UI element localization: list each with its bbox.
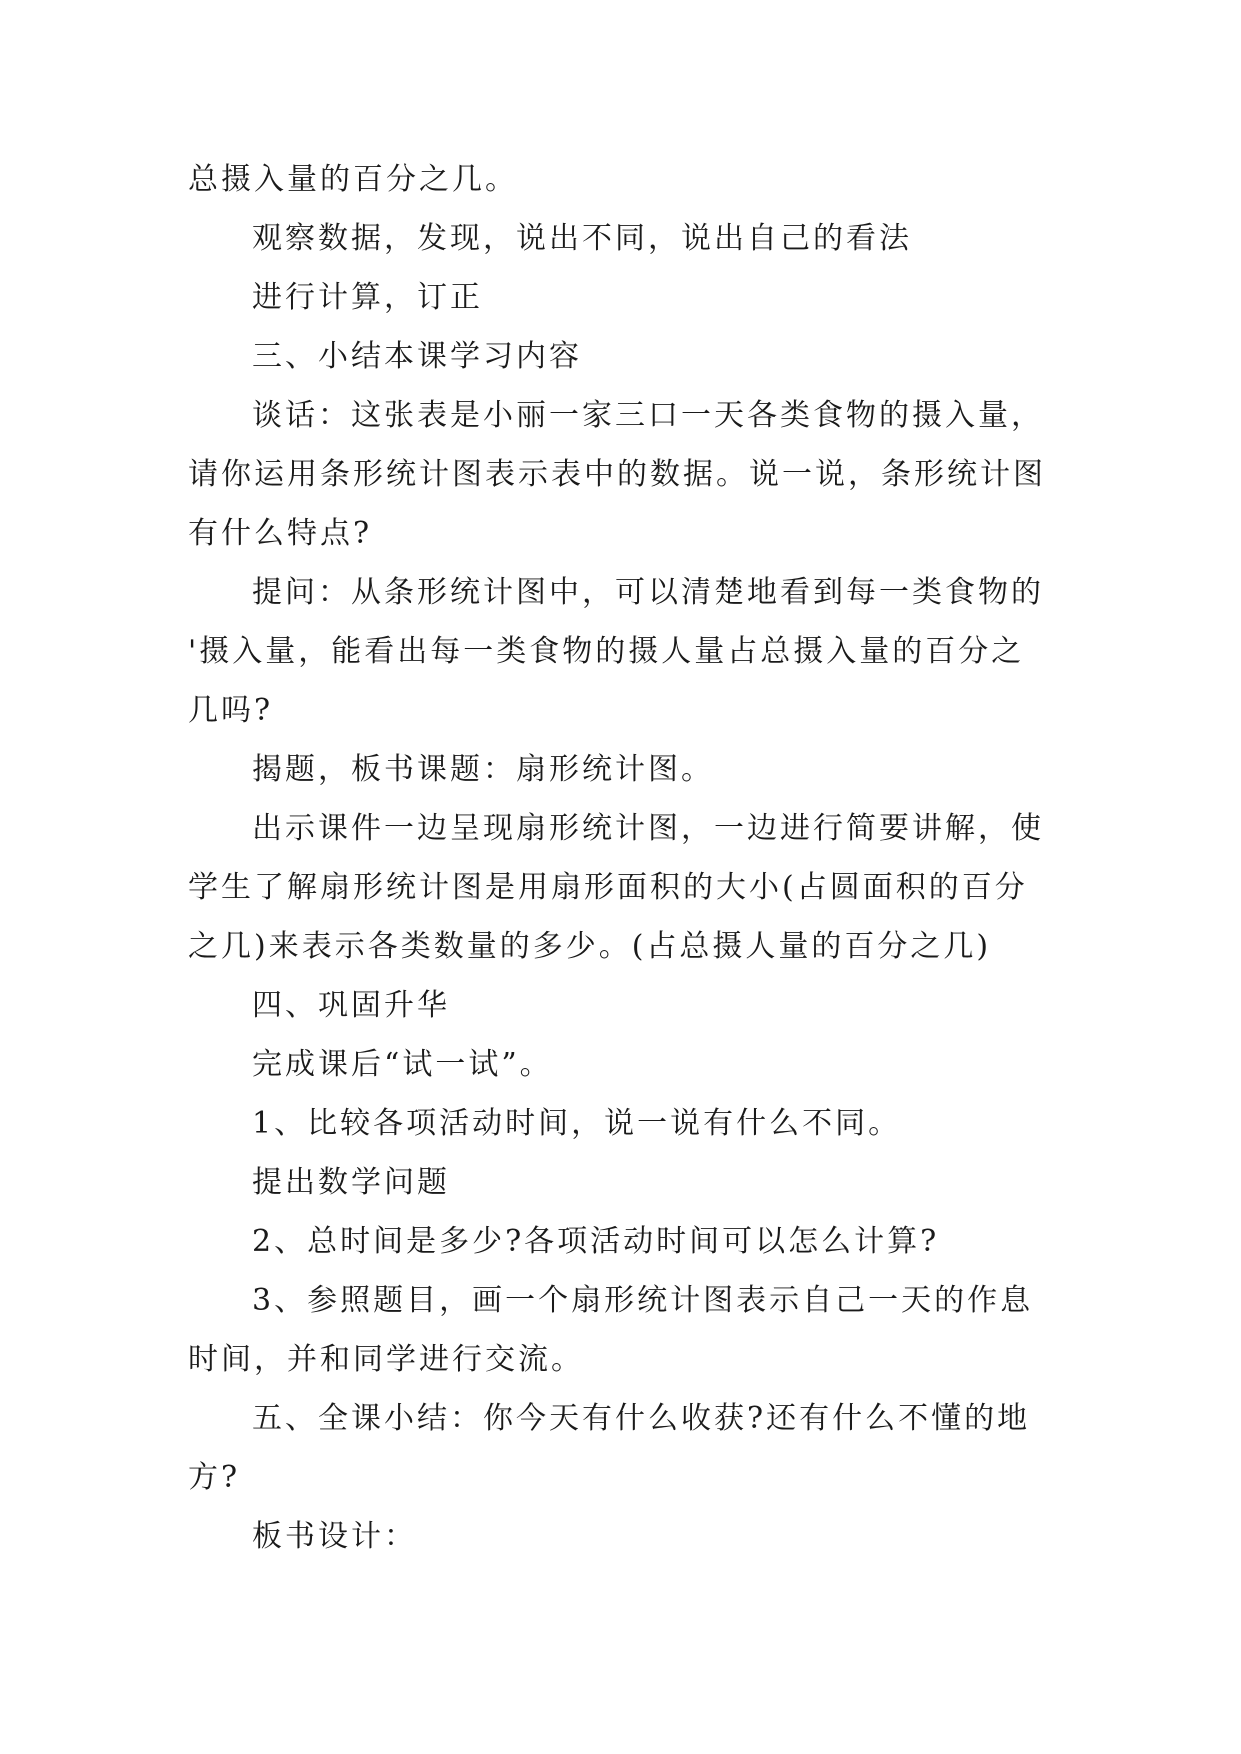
text-line: 提出数学问题 — [252, 1165, 450, 1200]
section-heading: 五、全课小结：你今天有什么收获?还有什么不懂的地 — [252, 1401, 1031, 1436]
text-line: 之几)来表示各类数量的多少。(占总摄人量的百分之几) — [188, 929, 992, 964]
text-line: '摄入量，能看出每一类食物的摄人量占总摄入量的百分之 — [188, 634, 1025, 669]
section-heading: 三、小结本课学习内容 — [252, 339, 582, 374]
text-line: 总摄入量的百分之几。 — [188, 162, 518, 197]
text-line: 揭题，板书课题：扇形统计图。 — [252, 752, 714, 787]
text-line: 方? — [188, 1460, 241, 1495]
text-line: 观察数据，发现，说出不同，说出自己的看法 — [252, 221, 912, 256]
text-line: 出示课件一边呈现扇形统计图，一边进行简要讲解，使 — [252, 811, 1044, 846]
text-line: 几吗? — [188, 693, 274, 728]
text-line: 板书设计： — [252, 1519, 417, 1554]
text-line: 提问：从条形统计图中，可以清楚地看到每一类食物的 — [252, 575, 1044, 610]
text-line: 完成课后“试一试”。 — [252, 1047, 553, 1082]
text-line: 有什么特点? — [188, 516, 373, 551]
list-item: 2、总时间是多少?各项活动时间可以怎么计算? — [252, 1224, 940, 1259]
text-line: 请你运用条形统计图表示表中的数据。说一说，条形统计图 — [188, 457, 1046, 492]
list-item: 1、比较各项活动时间，说一说有什么不同。 — [252, 1106, 902, 1141]
text-line: 时间，并和同学进行交流。 — [188, 1342, 584, 1377]
section-heading: 四、巩固升华 — [252, 988, 450, 1023]
document-body — [188, 150, 1068, 1566]
text-line: 进行计算，订正 — [252, 280, 483, 315]
text-line: 谈话：这张表是小丽一家三口一天各类食物的摄入量， — [252, 398, 1044, 433]
list-item: 3、参照题目，画一个扇形统计图表示自己一天的作息 — [252, 1283, 1034, 1318]
text-line: 学生了解扇形统计图是用扇形面积的大小(占圆面积的百分 — [188, 870, 1028, 905]
